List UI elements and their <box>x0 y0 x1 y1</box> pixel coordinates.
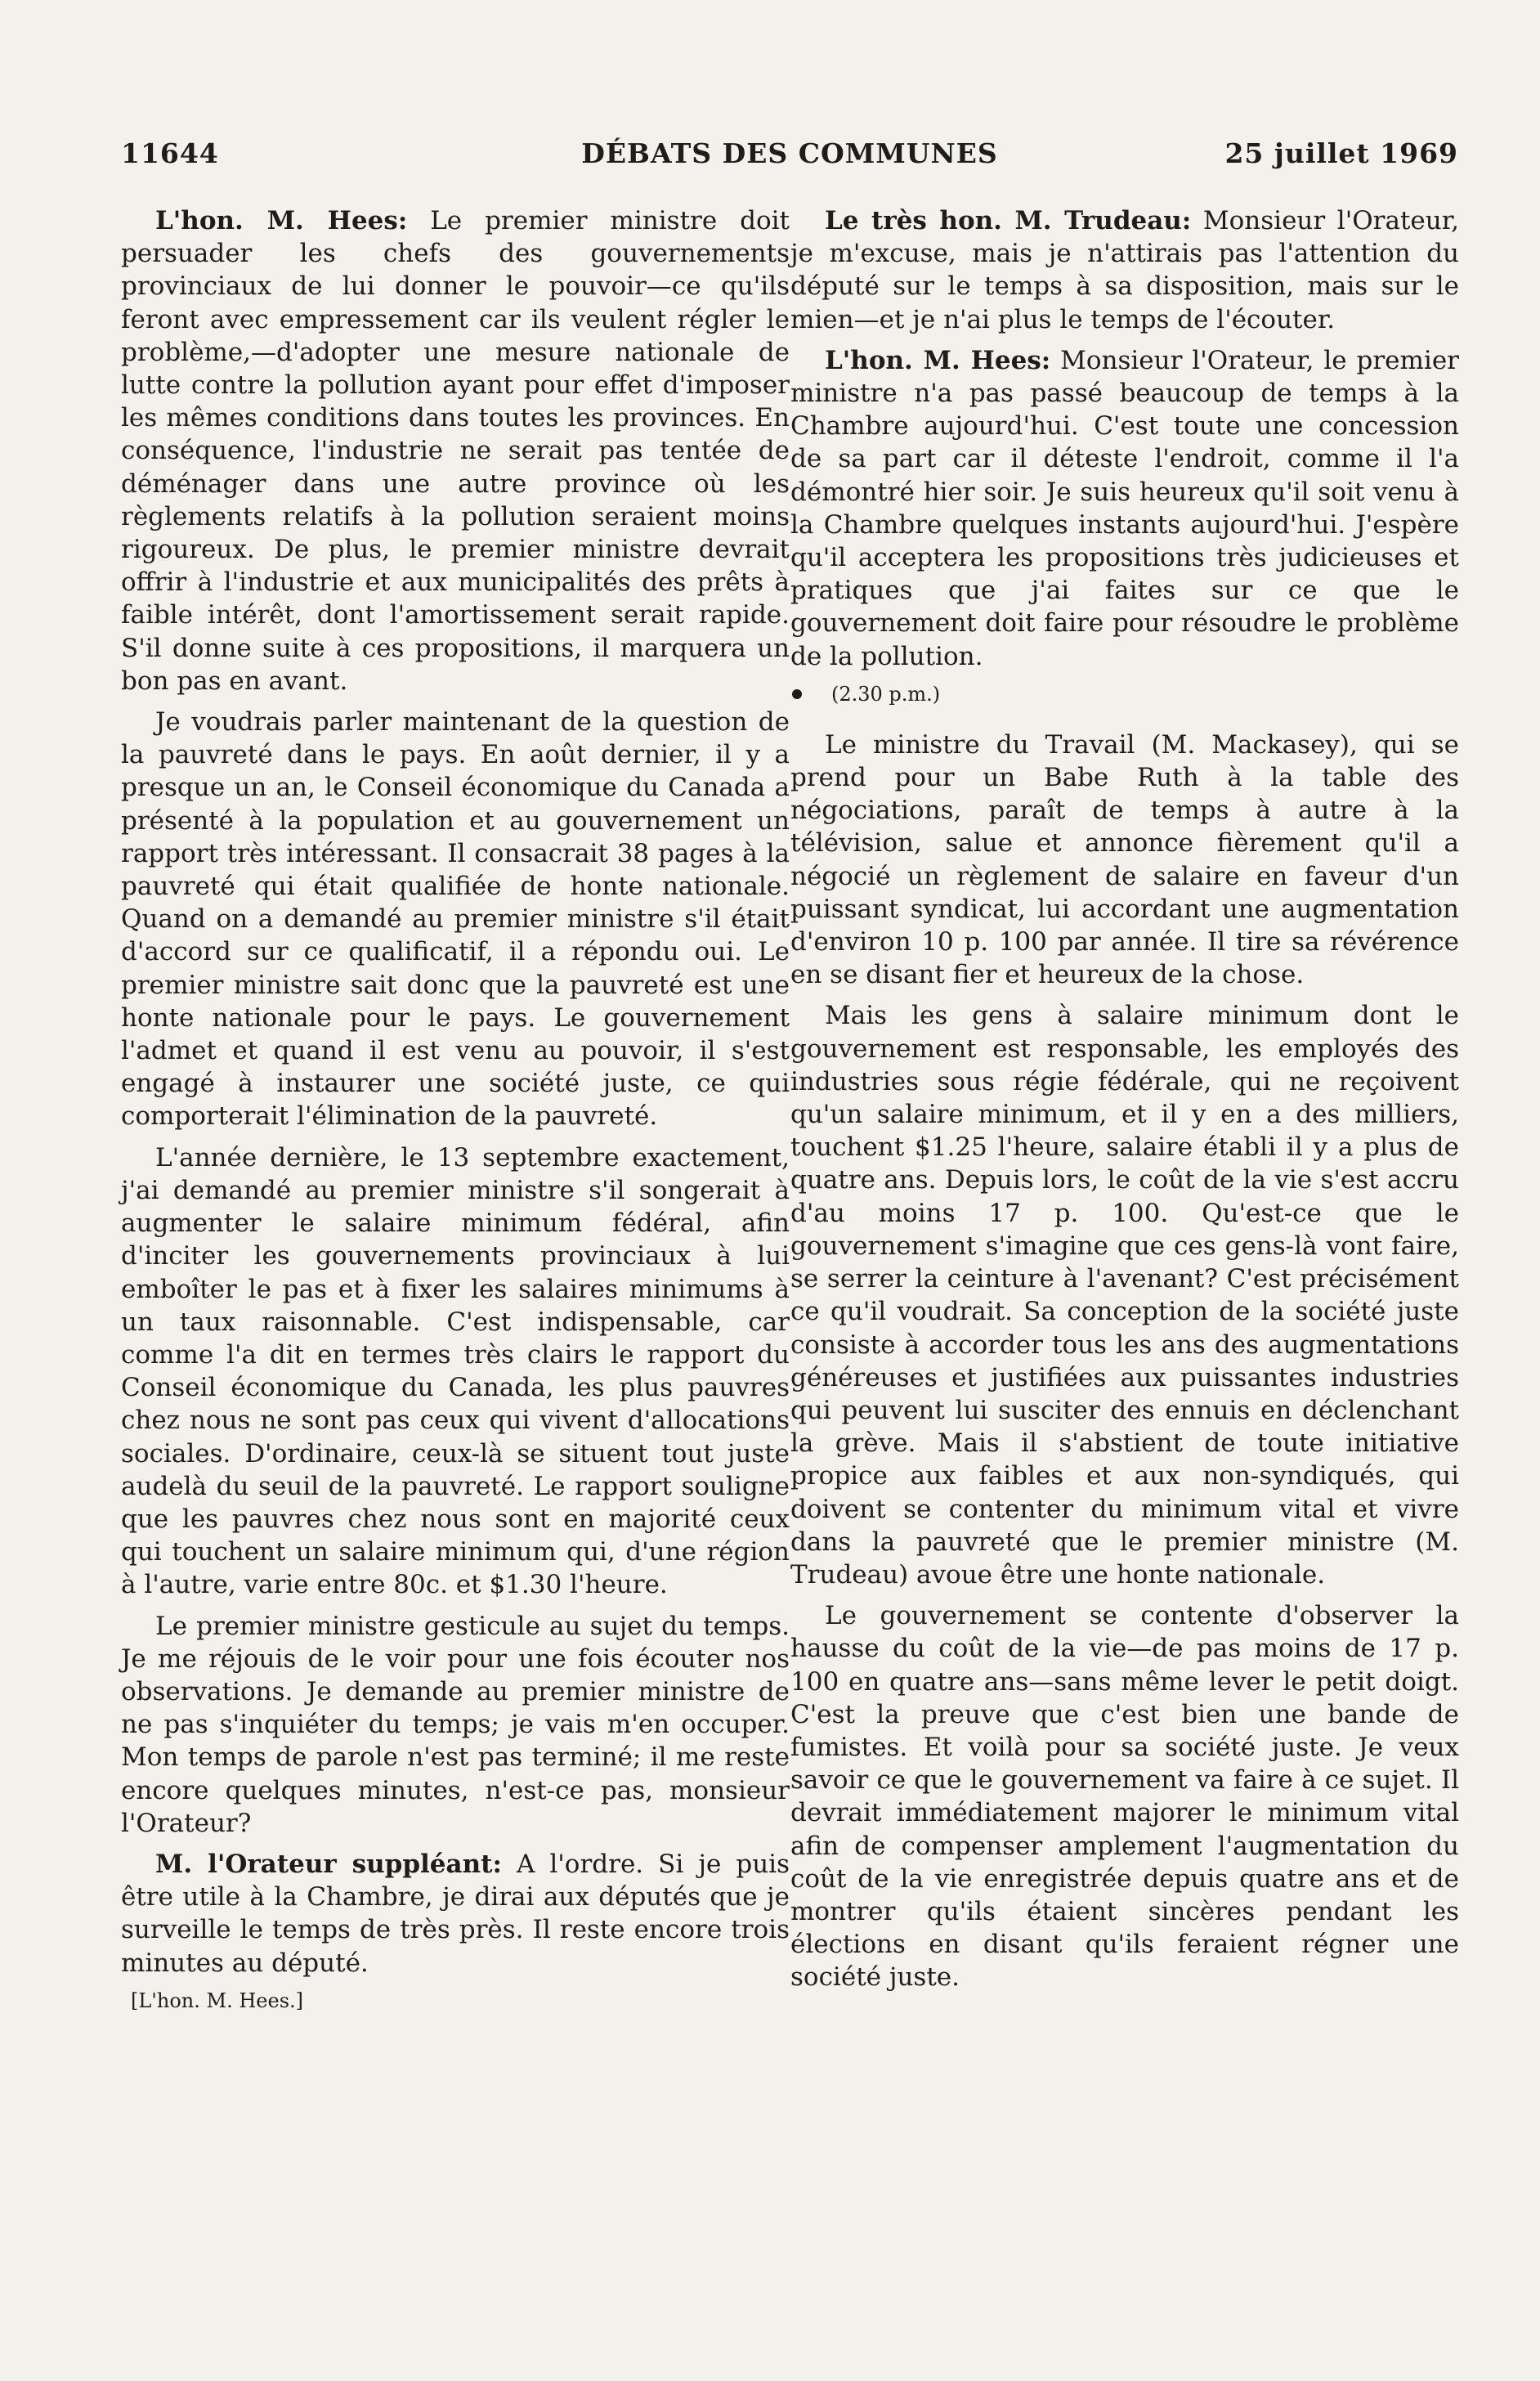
page-date: 25 juillet 1969 <box>1224 137 1458 169</box>
paragraph: Le premier ministre gesticule au sujet du temps. Je me réjouis de le voir pour une fois écouter nos observations. Je demande au premier ministre de ne pas s'inquiéter du temps; je vais m'en occuper. Mon temps de parole n'est pas terminé; il me reste encore quelques minutes, n'est-ce pas, monsieur l'Orateur? <box>121 1611 790 1838</box>
speech-text: Le premier ministre doit persuader les chefs des gouvernements provinciaux de lui donner le pouvoir—ce qu'ils feront avec empressement car ils veulent régler le problème,—d'adopter une mesure nationale de lutte contre la pollution ayant pour effet d'imposer les mêmes conditions dans toutes les provinces. En conséquence, l'industrie ne serait pas tentée de déménager dans une autre province où les règlements relatifs à la pollution seraient moins rigoureux. De plus, le premier ministre devrait offrir à l'industrie et aux municipalités des prêts à faible intérêt, dont l'amortissement serait rapide. S'il donne suite à ces propositions, il marquera un bon pas en avant. <box>121 206 790 696</box>
paragraph <box>121 1848 790 1980</box>
speech-text: A l'ordre. Si je puis être utile à la Chambre, je dirai aux députés que je surveille le temps de très près. Il reste encore trois minutes au député. <box>121 1849 790 1978</box>
paragraph: Mais les gens à salaire minimum dont le gouvernement est responsable, les employés des industries sous régie fédérale, qui ne reçoivent qu'un salaire minimum, et il y en a des milliers, touchent $1.25 l'heure, salaire établi il y a plus de quatre ans. Depuis lors, le coût de la vie s'est accru d'au moins 17 p. 100. Qu'est-ce que le gouvernement s'imagine que ces gens-là vont faire, se serrer la ceinture à l'avenant? C'est précisément ce qu'il voudrait. Sa conception de la société juste consiste à accorder tous les ans des augmentations généreuses et justifiées aux puissantes industries qui peuvent lui susciter des ennuis en déclenchant la grève. Mais il s'abstient de toute initiative propice aux faibles et aux non-syndiqués, qui doivent se contenter du minimum vital et vivre dans la pauvreté que le premier ministre (M. Trudeau) avoue être une honte nationale. <box>790 1001 1459 1590</box>
paragraph <box>790 344 1459 673</box>
speaker-name: M. l'Orateur suppléant: <box>155 1849 502 1879</box>
paragraph: Je voudrais parler maintenant de la question de la pauvreté dans le pays. En août dernier, il y a presque un an, le Conseil économique du Canada a présenté à la population et au gouvernement un rapport très intéressant. Il consacrait 38 pages à la pauvreté qui était qualifiée de honte nationale. Quand on a demandé au premier ministre s'il était d'accord sur ce qualificatif, il a répondu oui. Le premier ministre sait donc que la pauvreté est une honte nationale pour le pays. Le gouvernement l'admet et quand il est venu au pouvoir, il s'est engagé à instaurer une société juste, ce qui comporterait l'élimination de la pauvreté. <box>121 707 790 1132</box>
speaker-name: Le très hon. M. Trudeau: <box>825 206 1192 235</box>
paragraph: L'année dernière, le 13 septembre exactement, j'ai demandé au premier ministre s'il songerait à augmenter le salaire minimum fédéral, afin d'inciter les gouvernements provinciaux à lui emboîter le pas et à fixer les salaires minimums à un taux raisonnable. C'est indispensable, car comme l'a dit en termes très clairs le rapport du Conseil économique du Canada, les plus pauvres chez nous ne sont pas ceux qui vivent d'allocations sociales. D'ordinaire, ceux-là se situent tout juste audelà du seuil de la pauvreté. Le rapport souligne que les pauvres chez nous sont en majorité ceux qui touchent un salaire minimum qui, d'une région à l'autre, varie entre 80c. et $1.30 l'heure. <box>121 1142 790 1600</box>
page-number: 11644 <box>121 137 219 169</box>
paragraph <box>790 204 1459 336</box>
speech-text: Monsieur l'Orateur, le premier ministre n'a pas passé beaucoup de temps à la Chambre aujourd'hui. C'est toute une concession de sa part car il déteste l'endroit, comme il l'a démontré hier soir. Je suis heureux qu'il soit venu à la Chambre quelques instants aujourd'hui. J'espère qu'il acceptera les propositions très judicieuses et pratiques que j'ai faites sur ce que le gouvernement doit faire pour résoudre le problème de la pollution. <box>790 345 1459 671</box>
right-column <box>790 204 1459 2002</box>
speaker-name: L'hon. M. Hees: <box>825 345 1051 375</box>
paragraph <box>121 204 790 697</box>
speaker-name: L'hon. M. Hees: <box>155 206 408 235</box>
page-header <box>121 137 1458 178</box>
page-title: DÉBATS DES COMMUNES <box>581 137 998 169</box>
time-marker <box>790 681 1459 707</box>
paragraph: Le ministre du Travail (M. Mackasey), qui se prend pour un Babe Ruth à la table des négociations, paraît de temps à autre à la télévision, salue et annonce fièrement qu'il a négocié un règlement de salaire en faveur d'un puissant syndicat, lui accordant une augmentation d'environ 10 p. 100 par année. Il tire sa révérence en se disant fier et heureux de la chose. <box>790 729 1459 990</box>
speaker-footnote: [L'hon. M. Hees.] <box>131 1989 303 2012</box>
bullet-icon <box>792 689 802 699</box>
time-stamp: (2.30 p.m.) <box>831 682 941 706</box>
left-column <box>121 204 790 2014</box>
speech-text: Monsieur l'Orateur, je m'excuse, mais je n'attirais pas l'attention du député sur le temps à sa disposition, mais sur le mien—et je n'ai plus le temps de l'écouter. <box>790 206 1459 334</box>
paragraph: Le gouvernement se contente d'observer la hausse du coût de la vie—de pas moins de 17 p. 100 en quatre ans—sans même lever le petit doigt. C'est la preuve que c'est bien une bande de fumistes. Et voilà pour sa société juste. Je veux savoir ce que le gouvernement va faire à ce sujet. Il devrait immédiatement majorer le minimum vital afin de compenser amplement l'augmentation du coût de la vie enregistrée depuis quatre ans et de montrer qu'ils étaient sincères pendant les élections en disant qu'ils feraient régner une société juste. <box>790 1601 1459 1993</box>
